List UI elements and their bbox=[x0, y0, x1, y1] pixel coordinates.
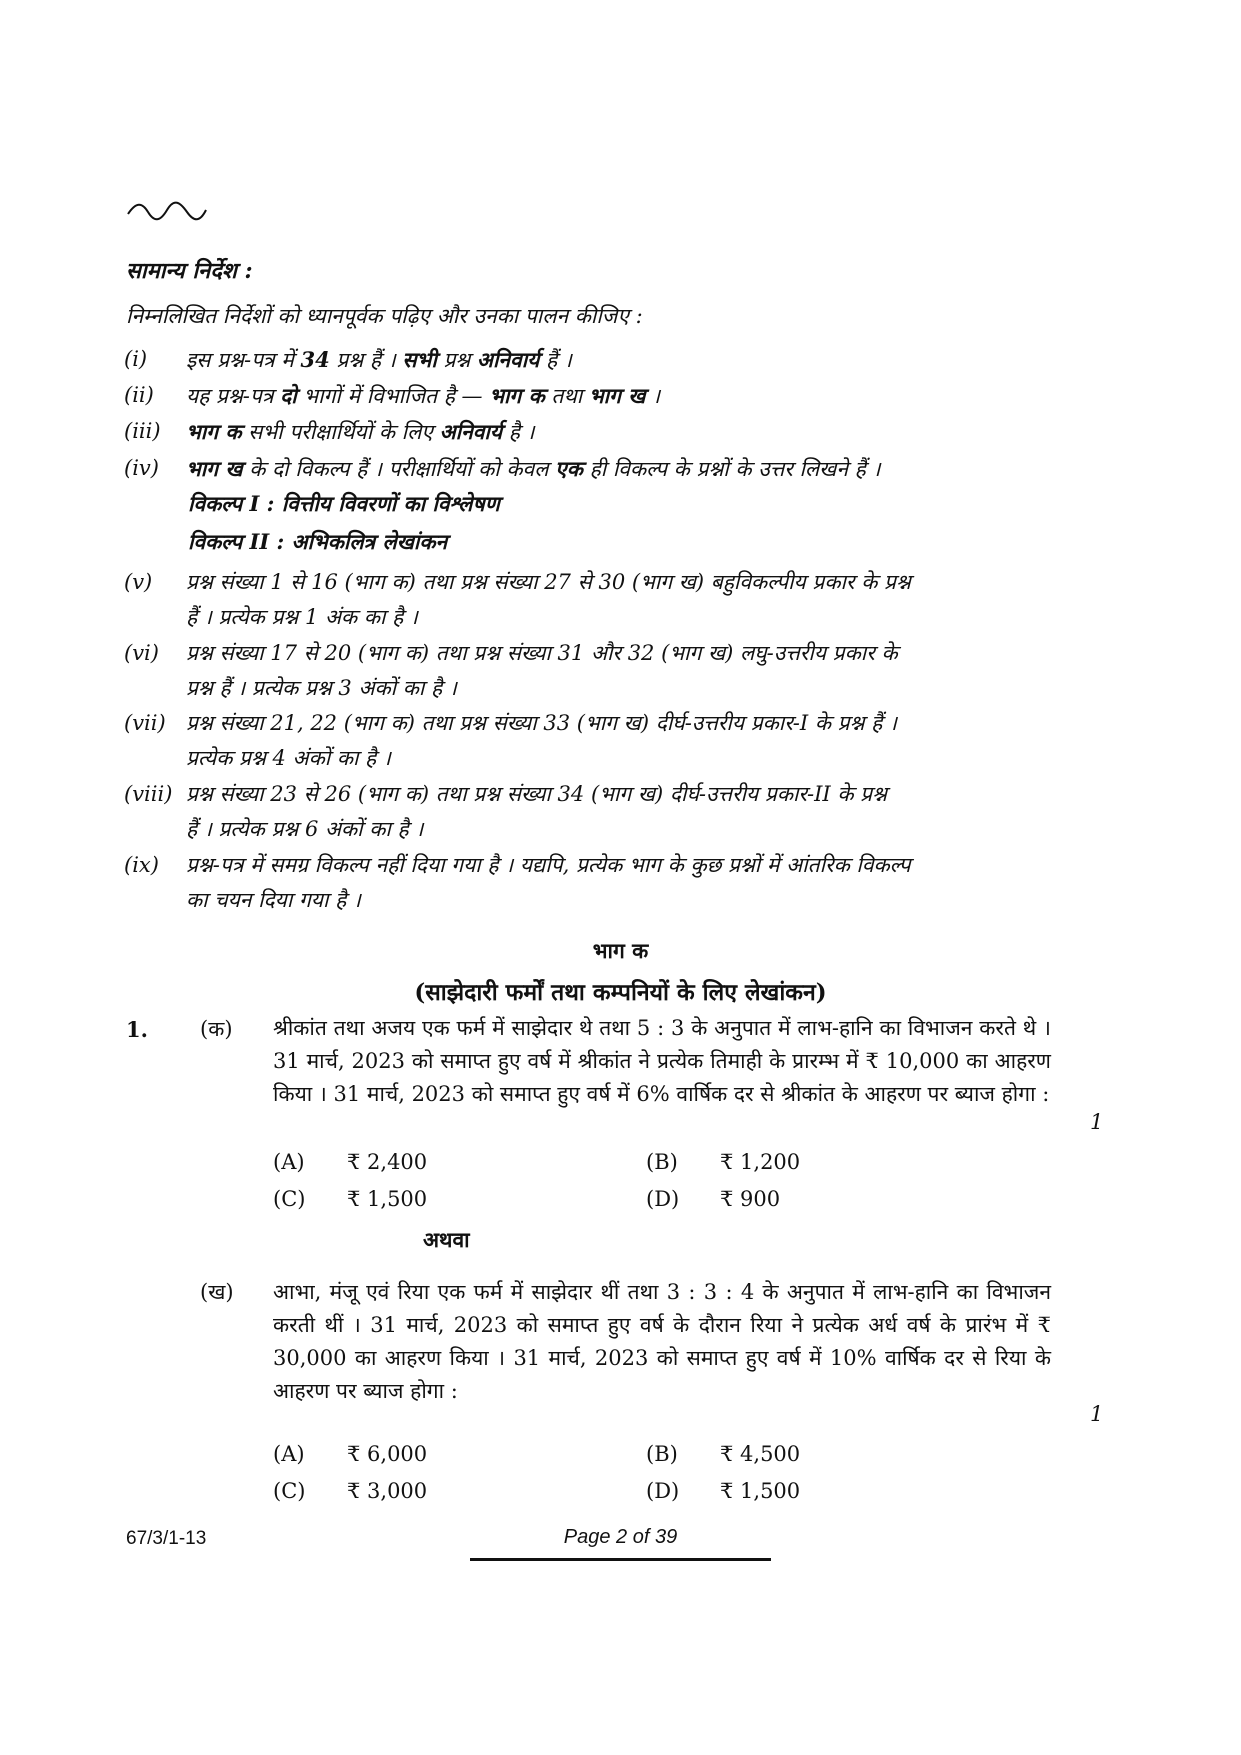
instruction-iii: (iii) भाग क सभी परीक्षार्थियों के लिए अनिवार्य है । bbox=[124, 419, 535, 444]
choice-d: (D) ₹ 900 bbox=[646, 1187, 781, 1211]
instruction-ix: (ix) प्रश्न-पत्र में समग्र विकल्प नहीं दिया गया है । यद्यपि, प्रत्येक भाग के कुछ प्रश्नों में आंतरिक विकल्प का चयन दिया गया है । bbox=[124, 853, 911, 912]
instruction-v: (v) प्रश्न संख्या 1 से 16 (भाग क) तथा प्रश्न संख्या 27 से 30 (भाग ख) बहुविकल्पीय प्रकार के प्रश्न हैं । प्रत्येक प्रश्न 1 अंक का है । bbox=[124, 570, 911, 629]
choice-a: (A) ₹ 2,400 bbox=[273, 1150, 428, 1174]
choice-d: (D) ₹ 1,500 bbox=[646, 1479, 801, 1503]
or-label: अथवा bbox=[423, 1227, 470, 1252]
general-instructions-heading: सामान्य निर्देश : bbox=[126, 258, 253, 284]
choice-b: (B) ₹ 4,500 bbox=[646, 1442, 801, 1466]
wave-ornament-icon bbox=[126, 200, 208, 222]
question-part-a-text: श्रीकांत तथा अजय एक फर्म में साझेदार थे तथा 5 : 3 के अनुपात में लाभ-हानि का विभाजन करते थे । 31 मार्च, 2023 को समाप्त हुए वर्ष में श्रीकांत ने प्रत्येक तिमाही के प्रारम्भ में ₹ 10,000 का आहरण किया । 31 मार्च, 2023 को समाप्त हुए वर्ष में 6% वार्षिक दर से श्रीकांत के आहरण पर ब्याज होगा : bbox=[273, 1016, 1051, 1106]
section-title: भाग क bbox=[592, 938, 649, 963]
option-i-line: विकल्प I : वित्तीय विवरणों का विश्लेषण bbox=[188, 491, 500, 516]
instruction-viii: (viii) प्रश्न संख्या 23 से 26 (भाग क) तथा प्रश्न संख्या 34 (भाग ख) दीर्घ-उत्तरीय प्रकार-II के प्रश्न हैं । प्रत्येक प्रश्न 6 अंकों का है । bbox=[124, 782, 887, 841]
paper-code: 67/3/1-13 bbox=[126, 1528, 207, 1549]
question-part-a-marks: 1 bbox=[1090, 1110, 1104, 1134]
question-part-a-label: (क) bbox=[200, 1017, 233, 1041]
instruction-vi: (vi) प्रश्न संख्या 17 से 20 (भाग क) तथा प्रश्न संख्या 31 और 32 (भाग ख) लघु-उत्तरीय प्रकार के प्रश्न हैं । प्रत्येक प्रश्न 3 अंकों का है । bbox=[124, 641, 898, 700]
question-number: 1. bbox=[126, 1017, 148, 1042]
page-number: Page 2 of 39 bbox=[563, 1526, 678, 1548]
choice-a: (A) ₹ 6,000 bbox=[273, 1442, 428, 1466]
question-part-b-marks: 1 bbox=[1090, 1402, 1104, 1426]
option-ii-line: विकल्प II : अभिकलित्र लेखांकन bbox=[188, 529, 448, 554]
instructions-intro: निम्नलिखित निर्देशों को ध्यानपूर्वक पढ़िए और उनका पालन कीजिए : bbox=[126, 304, 643, 328]
instruction-vii: (vii) प्रश्न संख्या 21, 22 (भाग क) तथा प्रश्न संख्या 33 (भाग ख) दीर्घ-उत्तरीय प्रकार-I के प्रश्न हैं । प्रत्येक प्रश्न 4 अंकों का है । bbox=[124, 711, 897, 770]
choice-b: (B) ₹ 1,200 bbox=[646, 1150, 801, 1174]
footer-rule bbox=[470, 1558, 771, 1561]
question-part-b-label: (ख) bbox=[200, 1280, 234, 1304]
section-subtitle: (साझेदारी फर्मों तथा कम्पनियों के लिए लेखांकन) bbox=[414, 979, 827, 1006]
instruction-ii: (ii) यह प्रश्न-पत्र दो भागों में विभाजित है — भाग क तथा भाग ख । bbox=[124, 383, 661, 408]
question-part-b-text: आभा, मंजू एवं रिया एक फर्म में साझेदार थीं तथा 3 : 3 : 4 के अनुपात में लाभ-हानि का विभाजन करती थीं । 31 मार्च, 2023 को समाप्त हुए वर्ष के दौरान रिया ने प्रत्येक अर्ध वर्ष के प्रारंभ में ₹ 30,000 का आहरण किया । 31 मार्च, 2023 को समाप्त हुए वर्ष में 10% वार्षिक दर से रिया के आहरण पर ब्याज होगा : bbox=[273, 1280, 1051, 1403]
choice-c: (C) ₹ 1,500 bbox=[273, 1187, 428, 1211]
instruction-iv: (iv) भाग ख के दो विकल्प हैं । परीक्षार्थियों को केवल एक ही विकल्प के प्रश्नों के उत्तर लिखने हैं । bbox=[124, 456, 881, 481]
instruction-i: (i) इस प्रश्न-पत्र में 34 प्रश्न हैं । सभी प्रश्न अनिवार्य हैं । bbox=[124, 347, 572, 372]
choice-c: (C) ₹ 3,000 bbox=[273, 1479, 428, 1503]
